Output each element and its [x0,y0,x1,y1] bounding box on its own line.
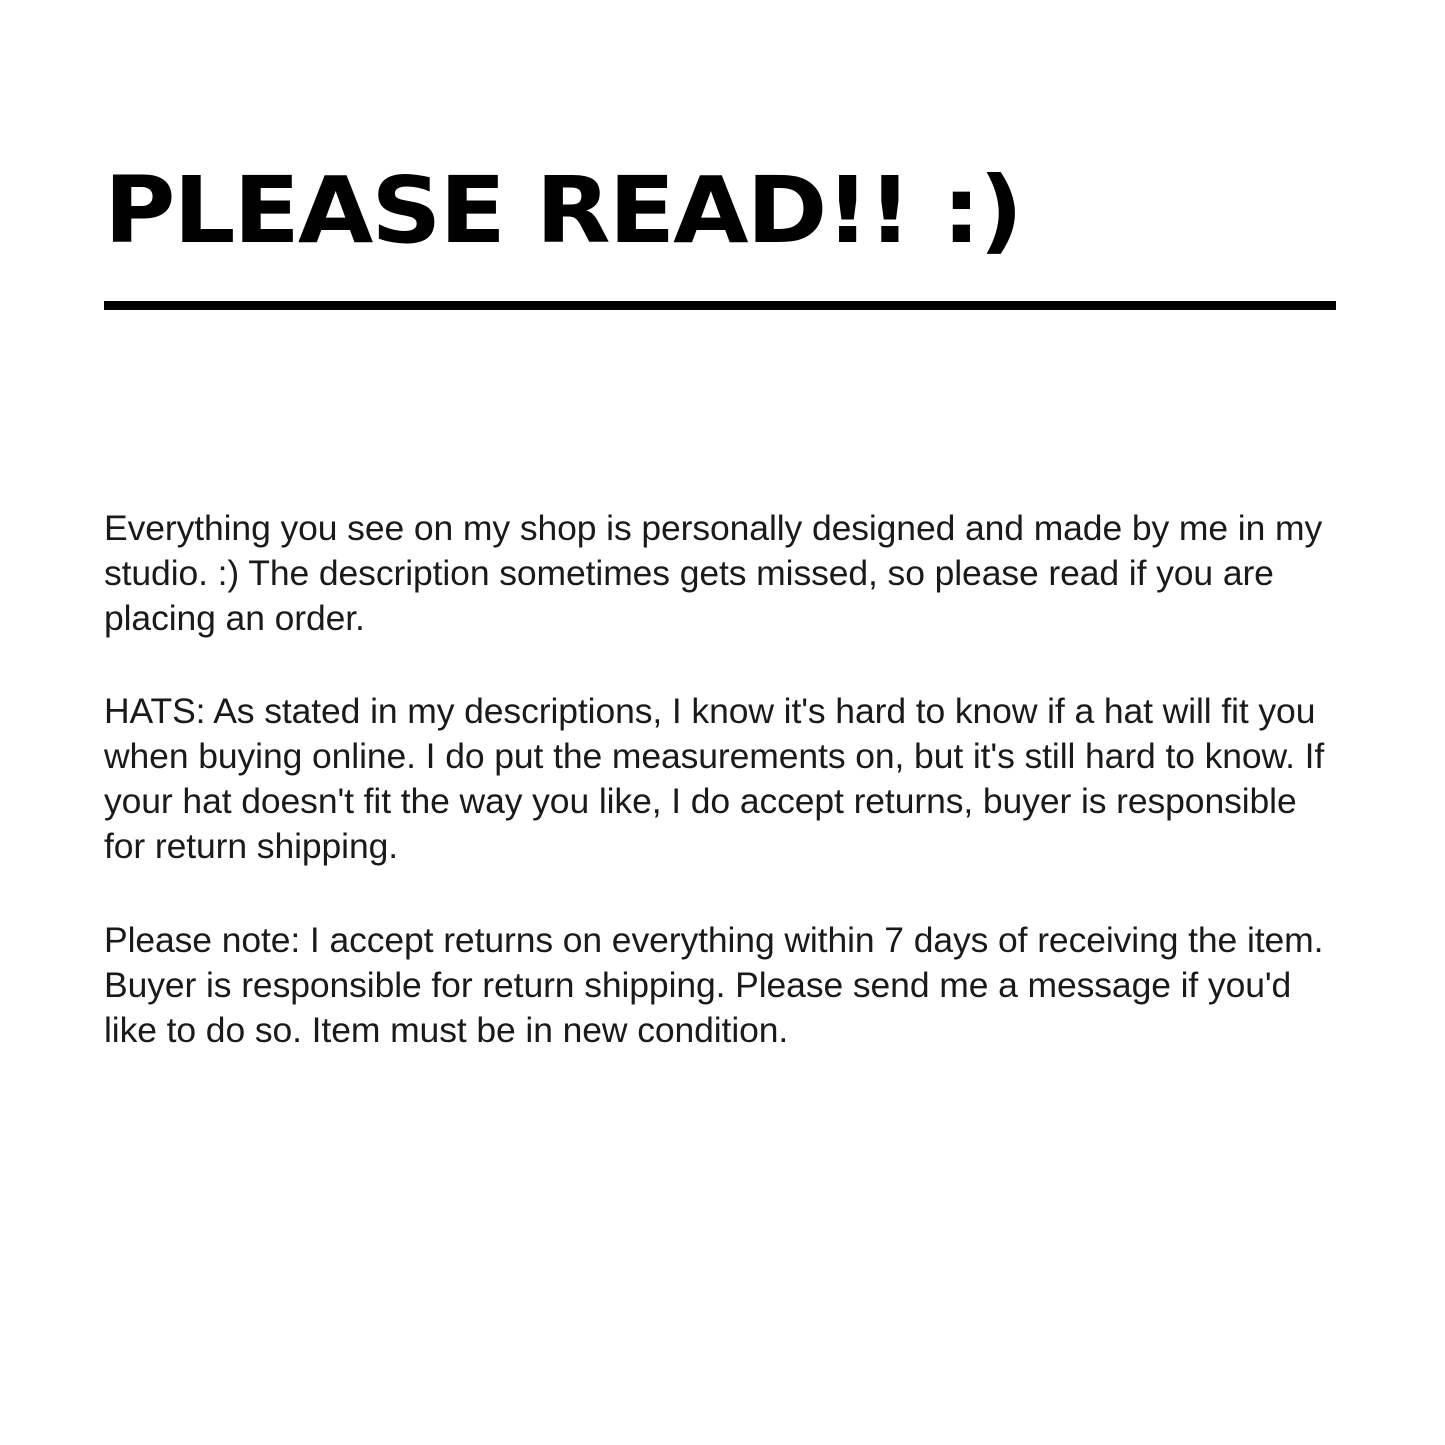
document-content [104,0,1336,1053]
paragraph-hats: HATS: As stated in my descriptions, I know it's hard to know if a hat will fit you when buying online. I do put the measurements on, but it's still hard to know. If your hat doesn't fit the way you like, I do accept returns, buyer is responsible for return shipping. [104,691,1325,867]
body-text [104,506,1336,1053]
page-title: PLEASE READ!! :) [104,157,1022,264]
paragraph-intro: Everything you see on my shop is personally designed and made by me in my studio. :) The description sometimes gets missed, so please read if you are placing an order. [104,508,1323,639]
title-divider [104,301,1336,310]
paragraph-returns: Please note: I accept returns on everything within 7 days of receiving the item. Buyer is responsible for return shipping. Please send me a message if you'd like to do so. Item must be in new condition. [104,919,1324,1050]
